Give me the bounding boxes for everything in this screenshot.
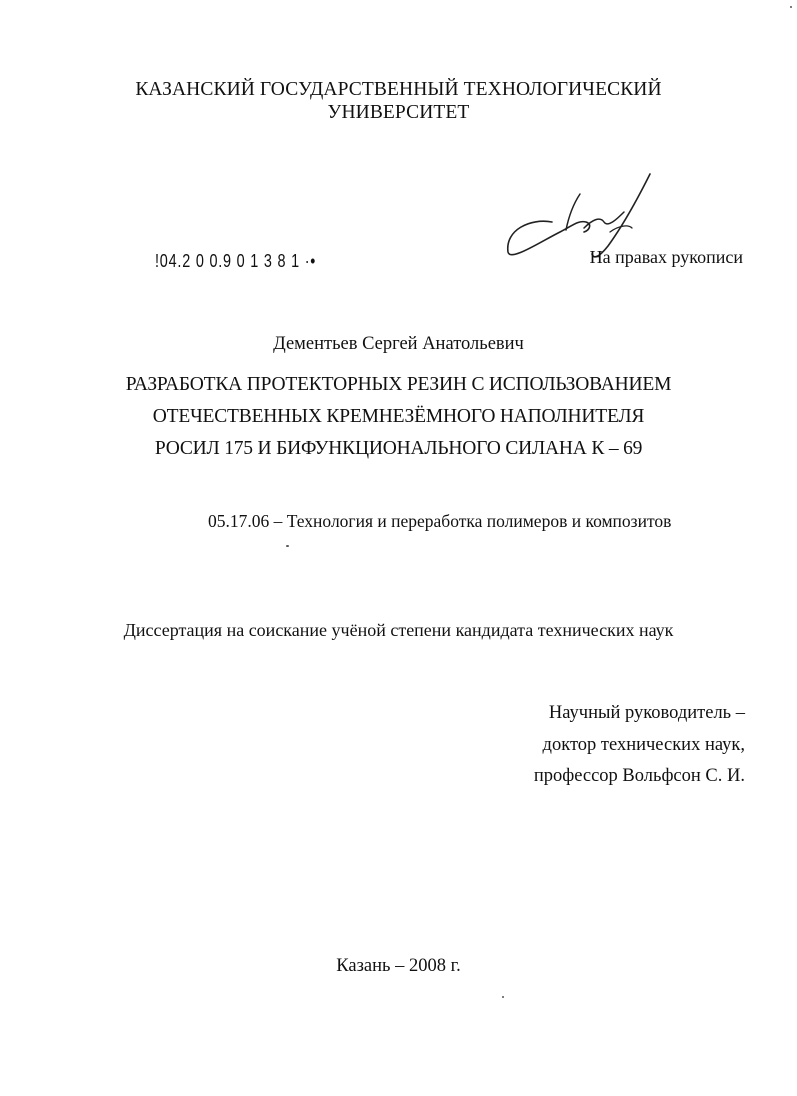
- scan-speck: [286, 545, 289, 547]
- author-name: Дементьев Сергей Анатольевич: [273, 334, 524, 354]
- title-line1: РАЗРАБОТКА ПРОТЕКТОРНЫХ РЕЗИН С ИСПОЛЬЗОВАНИЕМ: [125, 374, 672, 395]
- inventory-number-stamp: !04.2 0 0.9 0 1 3 8 1 ·•: [155, 251, 317, 271]
- rights-note: На правах рукописи: [589, 247, 743, 267]
- scan-speck: [790, 6, 792, 8]
- supervisor-name: профессор Вольфсон С. И.: [533, 766, 745, 786]
- university-name-line2: УНИВЕРСИТЕТ: [327, 102, 470, 123]
- title-line2: ОТЕЧЕСТВЕННЫХ КРЕМНЕЗЁМНОГО НАПОЛНИТЕЛЯ: [152, 406, 645, 427]
- dissertation-description: Диссертация на соискание учёной степени кандидата технических наук: [123, 620, 674, 640]
- university-name-line1: КАЗАНСКИЙ ГОСУДАРСТВЕННЫЙ ТЕХНОЛОГИЧЕСКИЙ: [135, 79, 662, 100]
- supervisor-role: Научный руководитель –: [548, 703, 745, 723]
- specialty-code: 05.17.06 – Технология и переработка полимеров и композитов: [208, 511, 672, 531]
- title-line3: РОСИЛ 175 И БИФУНКЦИОНАЛЬНОГО СИЛАНА К – 69: [154, 438, 643, 459]
- scan-speck: [502, 996, 504, 998]
- city-year: Казань – 2008 г.: [336, 956, 461, 976]
- supervisor-degree: доктор технических наук,: [542, 735, 745, 755]
